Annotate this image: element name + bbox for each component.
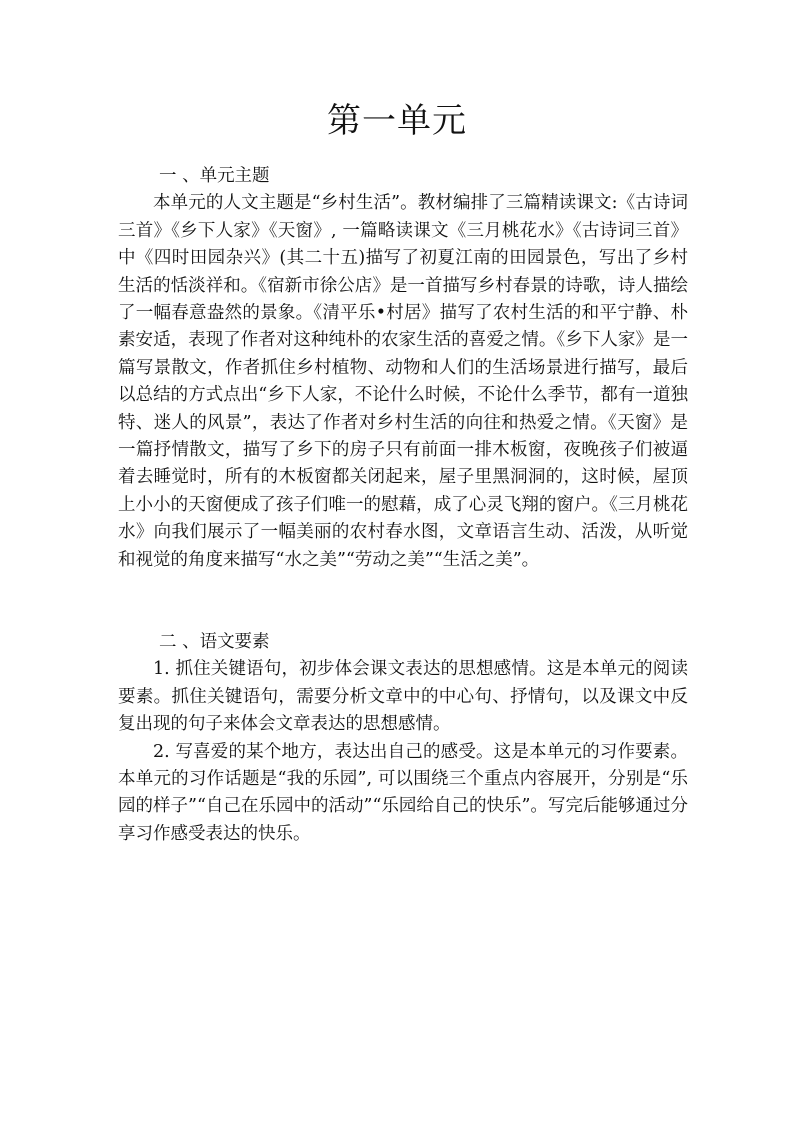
section-spacer <box>118 574 688 601</box>
language-element-paragraph-2: 2. 写喜爱的某个地方，表达出自己的感受。这是本单元的习作要素。本单元的习作话题是“我的乐园”, 可以围绕三个重点内容展开，分别是“乐园的样子”“自己在乐园中的活动”“乐园给自己的快乐”。写完后能够通过分享习作感受表达的快乐。 <box>118 741 688 844</box>
document-body <box>118 163 688 848</box>
section-heading-language-elements: 二 、语文要素 <box>159 631 270 652</box>
section-heading-unit-theme: 一 、单元主题 <box>159 166 270 186</box>
section-spacer <box>118 601 688 628</box>
unit-theme-paragraph: 本单元的人文主题是“乡村生活”。教材编排了三篇精读课文:《古诗词三首》《乡下人家》《天窗》, 一篇略读课文《三月桃花水》《古诗词三首》中《四时田园杂兴》(其二十五)描写了初夏江南的田园景色，写出了乡村生活的恬淡祥和。《宿新市徐公店》是一首描写乡村春景的诗歌，诗人描绘了一幅春意盎然的景象。《清平乐•村居》描写了农村生活的和平宁静、朴素安适，表现了作者对这种纯朴的农家生活的喜爱之情。《乡下人家》是一篇写景散文，作者抓住乡村植物、动物和人们的生活场景进行描写，最后以总结的方式点出“乡下人家，不论什么时候，不论什么季节，都有一道独特、迷人的风景”，表达了作者对乡村生活的向往和热爱之情。《天窗》是一篇抒情散文，描写了乡下的房子只有前面一排木板窗，夜晚孩子们被逼着去睡觉时，所有的木板窗都关闭起来，屋子里黑洞洞的，这时候，屋顶上小小的天窗便成了孩子们唯一的慰藉，成了心灵飞翔的窗户。《三月桃花水》向我们展示了一幅美丽的农村春水图，文章语言生动、活泼，从听觉和视觉的角度来描写“水之美”“劳动之美”“生活之美”。 <box>118 193 688 570</box>
language-element-paragraph-1: 1. 抓住关键语句，初步体会课文表达的思想感情。这是本单元的阅读要素。抓住关键语句，需要分析文章中的中心句、抒情句，以及课文中反复出现的句子来体会文章表达的思想感情。 <box>118 659 688 735</box>
page-title: 第一单元 <box>327 101 467 141</box>
